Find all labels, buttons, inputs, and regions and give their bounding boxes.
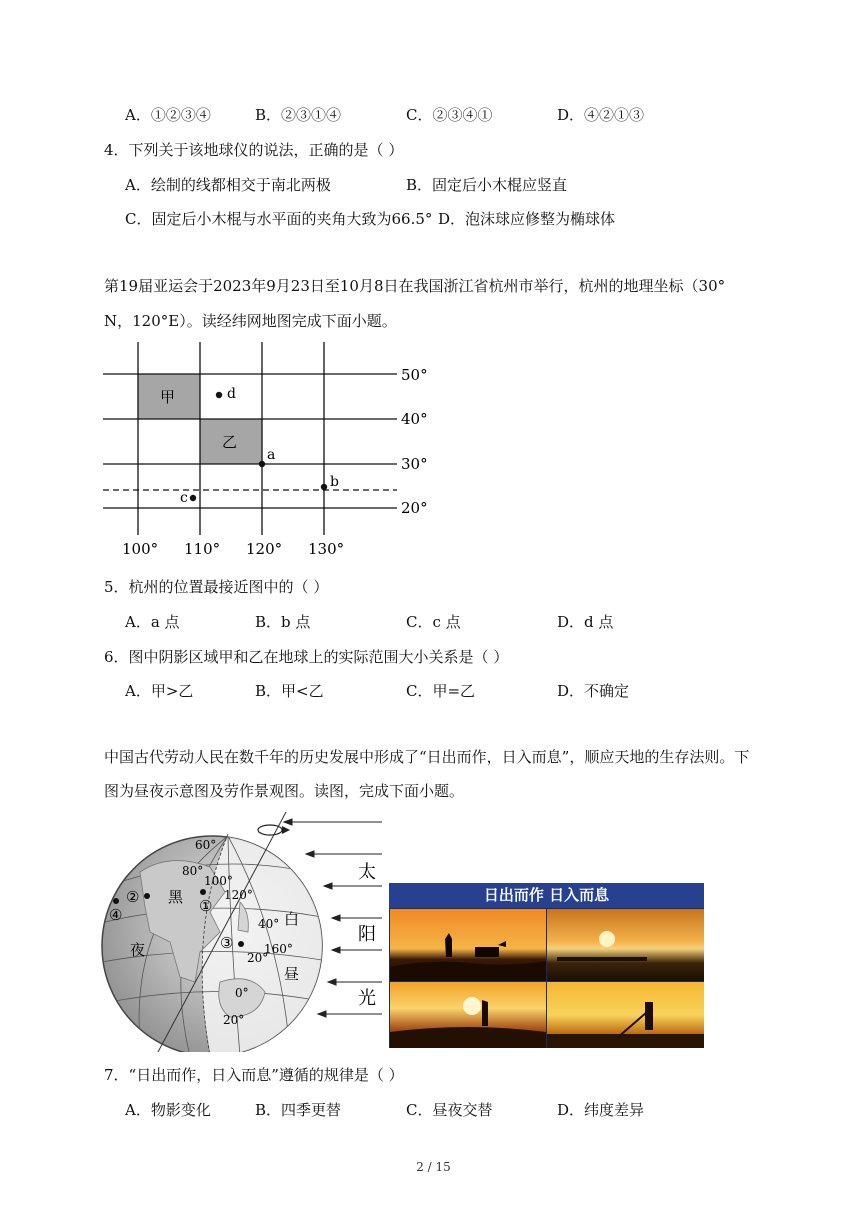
globe-lat-40: 40° [258,917,280,931]
point-a [259,461,265,467]
passage2-line1: 中国古代劳动人民在数千年的历史发展中形成了“日出而作，日入而息”，顺应天地的生存法则。下 [104,748,750,766]
q4-option-d: D．泡沫球应修整为椭球体 [438,210,616,228]
sun-char-2: 阳 [358,924,376,945]
lat-label-20: 20° [401,499,428,517]
globe-lon-100: 100° [204,874,233,888]
photo-field-workers [390,982,546,1048]
q3-option-c: C．②③④① [406,106,493,124]
marker-4: ④ [109,906,123,924]
point-label-b: b [330,474,339,490]
night-char-2: 夜 [130,941,146,959]
q6-option-b: B．甲<乙 [255,682,324,700]
globe-lat-80: 80° [182,864,204,878]
point-label-c: c [180,490,188,506]
point-c [190,495,196,501]
globe-lat-60: 60° [195,838,217,852]
sun-char-1: 太 [358,862,376,883]
lon-label-110: 110° [184,540,221,558]
q7-option-c: C．昼夜交替 [406,1101,493,1119]
passage1-line2: N，120°E）。读经纬网地图完成下面小题。 [104,312,397,330]
rotation-arrow-icon [258,825,282,835]
lat-label-40: 40° [401,410,428,428]
globe-lon-160: 160° [264,942,293,956]
globe-lat-20n: 20° [247,951,269,965]
q4-stem: 4．下列关于该地球仪的说法，正确的是（ ） [104,141,404,159]
q4-option-a: A．绘制的线都相交于南北两极 [125,176,331,194]
q6-option-c: C．甲=乙 [406,682,476,700]
q6-option-a: A．甲>乙 [125,682,194,700]
q5-option-a: A．a 点 [125,613,180,631]
q5-option-d: D．d 点 [557,613,614,631]
region-label-jia: 甲 [160,388,176,406]
marker-3: ③ [220,934,234,952]
q5-option-c: C．c 点 [406,613,461,631]
photo-farmer-ox [390,909,546,981]
globe-lat-0: 0° [235,986,249,1000]
photo-sunset-bridge [547,909,704,981]
q4-option-b: B．固定后小木棍应竖直 [406,176,568,194]
q5-stem: 5．杭州的位置最接近图中的（ ） [104,578,329,596]
q3-option-a: A．①②③④ [125,106,211,124]
point-label-a: a [267,447,276,463]
q7-option-b: B．四季更替 [255,1101,342,1119]
point-b [321,484,327,490]
sun-char-3: 光 [358,988,376,1009]
q6-stem: 6．图中阴影区域甲和乙在地球上的实际范围大小关系是（ ） [104,648,509,666]
page-number: 2 / 15 [416,1160,451,1174]
point-d [216,392,222,398]
q4-option-c: C．固定后小木棍与水平面的夹角大致为66.5° [125,210,433,228]
q3-option-b: B．②③①④ [255,106,342,124]
lat-label-50: 50° [401,366,428,384]
q7-option-a: A．物影变化 [125,1101,211,1119]
passage1-line1: 第19届亚运会于2023年9月23日至10月8日在我国浙江省杭州市举行，杭州的地理坐标（30° [104,277,726,295]
point-label-d: d [227,386,236,402]
lon-label-100: 100° [122,540,159,558]
photo-title: 日出而作 日入而息 [389,883,704,908]
lat-label-30: 30° [401,455,428,473]
globe-lon-120: 120° [224,888,253,902]
day-night-globe-diagram [100,812,390,1052]
globe-lat-20s: 20° [223,1013,245,1027]
q6-option-d: D．不确定 [557,682,630,700]
labor-photo-panel [389,883,704,1048]
marker-1: ① [199,897,213,915]
q7-stem: 7．“日出而作，日入而息”遵循的规律是（ ） [104,1066,404,1084]
photo-farmer-hoe [547,982,704,1048]
night-char-1: 黑 [168,888,184,906]
region-label-yi: 乙 [222,433,238,451]
q3-option-d: D．④②①③ [557,106,645,124]
lon-label-120: 120° [246,540,283,558]
lat-lon-grid-map [100,340,440,565]
day-char-2: 昼 [284,965,300,983]
q5-option-b: B．b 点 [255,613,311,631]
passage2-line2: 图为昼夜示意图及劳作景观图。读图，完成下面小题。 [104,782,465,800]
lon-label-130: 130° [308,540,345,558]
day-char-1: 白 [284,910,300,928]
q7-option-d: D．纬度差异 [557,1101,645,1119]
marker-2: ② [126,888,140,906]
